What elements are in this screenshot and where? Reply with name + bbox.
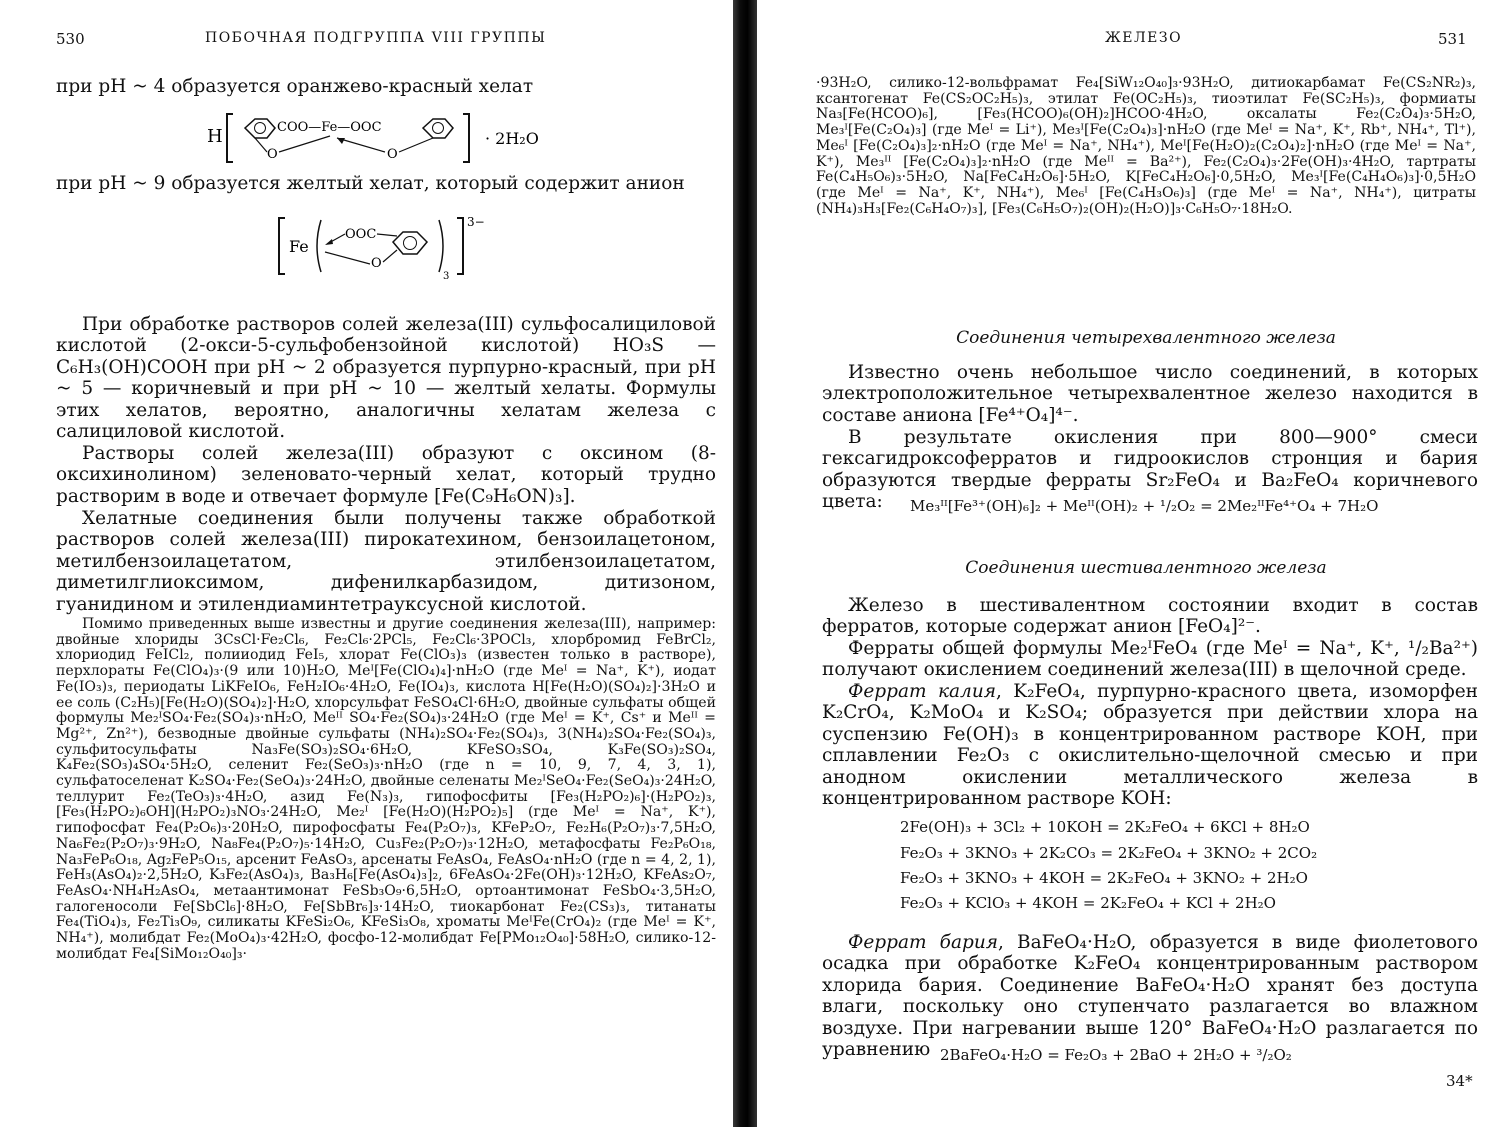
chelate1-prefix: H [207, 126, 223, 147]
left-page [0, 0, 732, 1127]
benzene-ring-right [423, 119, 453, 138]
benzene-ring-left [245, 119, 275, 138]
chelate1-o-right: O [387, 147, 398, 162]
ph9-line: при pH ~ 9 образуется желтый хелат, который содержит анион [56, 173, 685, 194]
chelate1-o-left: O [267, 147, 278, 162]
paragraph-fe4-intro: Известно очень небольшое число соединений, в которых электроположительное четырехвалентное железо находится в составе аниона [Fe⁴⁺O₄]⁴⁻. [822, 362, 1478, 426]
paragraph-barium-ferrate [822, 932, 1478, 1060]
paragraph-oxine: Растворы солей железа(III) образуют с оксином (8-оксихинолином) зеленовато-черный хелат, который трудно растворим в воде и отвечает формуле [Fe(C₉H₆ON)₃]. [56, 443, 716, 507]
chelate2-charge: 3− [467, 215, 485, 229]
equation-barium: 2BaFeO₄·H₂O = Fe₂O₃ + 2BaO + 2H₂O + ³/₂O₂ [940, 1046, 1292, 1064]
right-running-head: ЖЕЛЕЗО [1105, 30, 1183, 46]
paragraph-continuation: ·93H₂O, силико-12-вольфрамат Fe₄[SiW₁₂O₄₀]₃·93H₂O, дитиокарбамат Fe(CS₂NR₂)₃, ксантогенат Fe(CS₂OC₂H₅)₃, этилат Fe(OC₂H₅)₃, тиоэтилат Fe(SC₂H₅)₃, формиаты Na₃[Fe(HCOO)₆], [Fe₃(HCOO)₆(OH)₂]HCOO·4H₂O, оксалаты Fe₂(C₂O₄)₃·5H₂O, Me₃ᴵ[Fe(C₂O₄)₃] (где Meᴵ = Li⁺), Me₃ᴵ[Fe(C₂O₄)₃]·nH₂O (где Meᴵ = Na⁺, K⁺, Rb⁺, NH₄⁺, Tl⁺), Me₆ᴵ [Fe(C₂O₄)₃]₂·nH₂O (где Meᴵ = Na⁺, NH₄⁺), Meᴵ[Fe(H₂O)₂(C₂O₄)₂]·nH₂O (где Meᴵ = Na⁺, K⁺), Me₃ᴵᴵ [Fe(C₂O₄)₃]₂·nH₂O (где Meᴵᴵ = Ba²⁺), Fe₂(C₂O₄)₃·2Fe(OH)₃·4H₂O, тартраты Fe(C₄H₅O₆)₃·5H₂O, Na[FeC₄H₂O₆]·5H₂O, K[FeC₄H₂O₆]·0,5H₂O, Me₃ᴵ[Fe(C₄H₄O₆)₃]·0,5H₂O (где Meᴵ = Na⁺, K⁺, NH₄⁺), Me₆ᴵ [Fe(C₄H₃O₆)₃] (где Meᴵ = Na⁺, NH₄⁺), цитраты (NH₄)₃H₃[Fe₂(C₆H₄O₇)₃], [Fe₃(C₆H₅O₇)₂(OH)₂(H₂O)]₃·C₆H₅O₇·18H₂O. [816, 75, 1476, 217]
chelate1-structure [205, 108, 545, 166]
ph4-line: при pH ~ 4 образуется оранжево-красный хелат [56, 76, 534, 97]
right-page [760, 0, 1504, 1127]
signature-mark: 34* [1446, 1072, 1473, 1090]
chelate1-coo-fe: COO—Fe—OOC [277, 120, 382, 135]
paragraph-other-compounds: Помимо приведенных выше известны и другие соединения железа(III), например: двойные хлориды 3CsCl·Fe₂Cl₆, Fe₂Cl₆·2PCl₅, Fe₂Cl₆·3POCl₃, хлорбромид FeBrCl₂, хлориодид FeICl₂, полииодид FeI₅, хлорат Fe(ClO₃)₃ (известен только в растворе), перхлораты Fe(ClO₄)₃·(9 или 10)H₂O, Meᴵ[Fe(ClO₄)₄]·nH₂O (где Meᴵ = Na⁺, K⁺), иодат Fe(IO₃)₃, периодаты LiKFeIO₆, FeH₂IO₆·4H₂O, Fe(IO₄)₃, кислота H[Fe(H₂O)(SO₄)₂]·3H₂O и ее соль (C₂H₅)[Fe(H₂O)(SO₄)₂]·H₂O, хлорсульфат FeSO₄Cl·6H₂O, двойные сульфаты общей формулы Me₂ᴵSO₄·Fe₂(SO₄)₃·nH₂O, Meᴵᴵ SO₄·Fe₂(SO₄)₃·24H₂O (где Meᴵ = K⁺, Cs⁺ и Meᴵᴵ = Mg²⁺, Zn²⁺), безводные двойные сульфаты (NH₄)₂SO₄·Fe₂(SO₄)₃, 3(NH₄)₂SO₄·Fe₂(SO₄)₃, сульфитосульфаты Na₃Fe(SO₃)₂SO₄·6H₂O, KFeSO₃SO₄, K₃Fe(SO₃)₂SO₄, K₄Fe₂(SO₃)₄SO₄·5H₂O, селенит Fe₂(SeO₃)₃·nH₂O (где n = 10, 9, 7, 4, 3, 1), сульфатоселенат K₂SO₄·Fe₂(SeO₄)₃·24H₂O, двойные селенаты Me₂ᴵSeO₄·Fe₂(SeO₄)₃·24H₂O, теллурит Fe₂(TeO₃)₃·4H₂O, азид Fe(N₃)₃, гипофосфиты [Fe₃(H₂PO₂)₆]·(H₂PO₂)₃, [Fe₃(H₂PO₂)₆OH](H₂PO₂)₃NO₃·24H₂O, Me₂ᴵ [Fe(H₂O)(H₂PO₂)₅] (где Meᴵ = Na⁺, K⁺), гипофосфат Fe₄(P₂O₆)₃·20H₂O, пирофосфаты Fe₄(P₂O₇)₃, KFeP₂O₇, Fe₂H₆(P₂O₇)₃·7,5H₂O, Na₆Fe₂(P₂O₇)₃·9H₂O, Na₈Fe₄(P₂O₇)₅·14H₂O, Cu₃Fe₂(P₂O₇)₃·12H₂O, метафосфаты Fe₂P₆O₁₈, Na₃FeP₆O₁₈, Ag₂FeP₅O₁₅, арсенит FeAsO₃, арсенаты FeAsO₄, FeAsO₄·nH₂O (где n = 4, 2, 1), FeH₃(AsO₄)₂·2,5H₂O, K₃Fe₂(AsO₄)₃, Ba₃H₆[Fe(AsO₄)₃]₂, 6FeAsO₄·2Fe(OH)₃·12H₂O, KFeAs₂O₇, FeAsO₄·NH₄H₂AsO₄, метаантимонат FeSb₃O₉·6,5H₂O, ортоантимонат FeSbO₄·3,5H₂O, галогеносоли Fe[SbCl₆]·8H₂O, Fe[SbBr₆]₃·14H₂O, тиокарбонат Fe₂(CS₃)₃, титанаты Fe₄(TiO₄)₃, Fe₂Ti₃O₉, силикаты KFeSi₂O₆, KFeSi₃O₈, хроматы MeᴵFe(CrO₄)₂ (где Meᴵ = K⁺, NH₄⁺), молибдат Fe₂(MoO₄)₃·42H₂O, фосфо-12-молибдат Fe[PMo₁₂O₄₀]·58H₂O, силико-12-молибдат Fe₄[SiMo₁₂O₄₀]₃· [56, 616, 716, 962]
equation-4: Fe₂O₃ + KClO₃ + 4KOH = 2K₂FeO₄ + KCl + 2H₂O [900, 894, 1276, 912]
paragraph-fe6-general: Ферраты общей формулы Me₂ᴵFeO₄ (где Meᴵ = Na⁺, K⁺, ¹/₂Ba²⁺) получают окислением соединений железа(III) в щелочной среде. [822, 638, 1478, 681]
heading-hexavalent-iron: Соединения шестивалентного железа [965, 558, 1327, 578]
chelate2-fe: Fe [289, 237, 309, 256]
chelate2-structure [275, 212, 495, 284]
chelate2-svg [275, 212, 495, 284]
term-potassium-ferrate: Феррат калия [848, 681, 996, 702]
equation-fe4: Me₃ᴵᴵ[Fe³⁺(OH)₆]₂ + Meᴵᴵ(OH)₂ + ¹/₂O₂ = 2Me₂ᴵᴵFe⁴⁺O₄ + 7H₂O [910, 497, 1379, 515]
chelate2-subscript: 3 [443, 271, 450, 282]
paragraph-potassium-ferrate [822, 681, 1478, 809]
equation-2: Fe₂O₃ + 3KNO₃ + 2K₂CO₃ = 2K₂FeO₄ + 3KNO₂ + 2CO₂ [900, 844, 1318, 862]
book-gutter [733, 0, 757, 1127]
chelate2-ooc: OOC [345, 227, 377, 242]
equation-1: 2Fe(OH)₃ + 3Cl₂ + 10KOH = 2K₂FeO₄ + 6KCl + 8H₂O [900, 818, 1310, 836]
heading-tetravalent-iron: Соединения четырехвалентного железа [956, 328, 1336, 348]
text-potassium-ferrate: , K₂FeO₄, пурпурно-красного цвета, изоморфен K₂CrO₄, K₂MoO₄ и K₂SO₄; образуется при действии хлора на суспензию Fe(OH)₃ в концентрированном растворе KOH, при сплавлении Fe₂O₃ с окислительно-щелочной смесью и при анодном окислении металлического железа в концентрированном растворе KOH: [822, 681, 1478, 810]
left-page-number: 530 [56, 30, 85, 48]
right-page-number: 531 [1438, 30, 1467, 48]
paragraph-fe6-intro: Железо в шестивалентном состоянии входит в состав ферратов, которые содержат анион [FeO₄]²⁻. [822, 595, 1478, 638]
chelate1-svg [205, 108, 545, 166]
left-running-head: ПОБОЧНАЯ ПОДГРУППА VIII ГРУППЫ [205, 30, 547, 46]
paragraph-sulfosalicylic: При обработке растворов солей железа(III) сульфосалициловой кислотой (2-окси-5-сульфобензойной кислотой) HO₃S — C₆H₃(OH)COOH при pH ~ 2 образуется пурпурно-красный, при pH ~ 5 — коричневый и при pH ~ 10 — желтый хелаты. Формулы этих хелатов, вероятно, аналогичны хелатам железа с салициловой кислотой. [56, 314, 716, 443]
chelate1-hydrate: · 2H₂O [485, 129, 539, 148]
text-barium-ferrate: , BaFeO₄·H₂O, образуется в виде фиолетового осадка при обработке K₂FeO₄ концентрированным раствором хлорида бария. Соединение BaFeO₄·H₂O хранят без доступа влаги, поскольку оно ступенчато разлагается во влажном воздухе. При нагревании выше 120° BaFeO₄·H₂O разлагается по уравнению [822, 932, 1478, 1061]
chelate2-o: O [371, 256, 382, 271]
equation-3: Fe₂O₃ + 3KNO₃ + 4KOH = 2K₂FeO₄ + 3KNO₂ + 2H₂O [900, 869, 1308, 887]
paragraph-chelates: Хелатные соединения были получены также обработкой растворов солей железа(III) пирокатехином, бензоилацетоном, метилбензоилацетатом, этилбензоилацетатом, диметилглиоксимом, дифенилкарбазидом, дитизоном, гуанидином и этилендиаминтетрауксусной кислотой. [56, 508, 716, 615]
term-barium-ferrate: Феррат бария [848, 932, 998, 953]
paragraph-fe4-ferrates: В результате окисления при 800—900° смеси гексагидроксоферратов и гидроокислов стронция и бария образуются твердые ферраты Sr₂FeO₄ и Ba₂FeO₄ коричневого цвета: [822, 427, 1478, 513]
benzene-ring [393, 232, 427, 254]
